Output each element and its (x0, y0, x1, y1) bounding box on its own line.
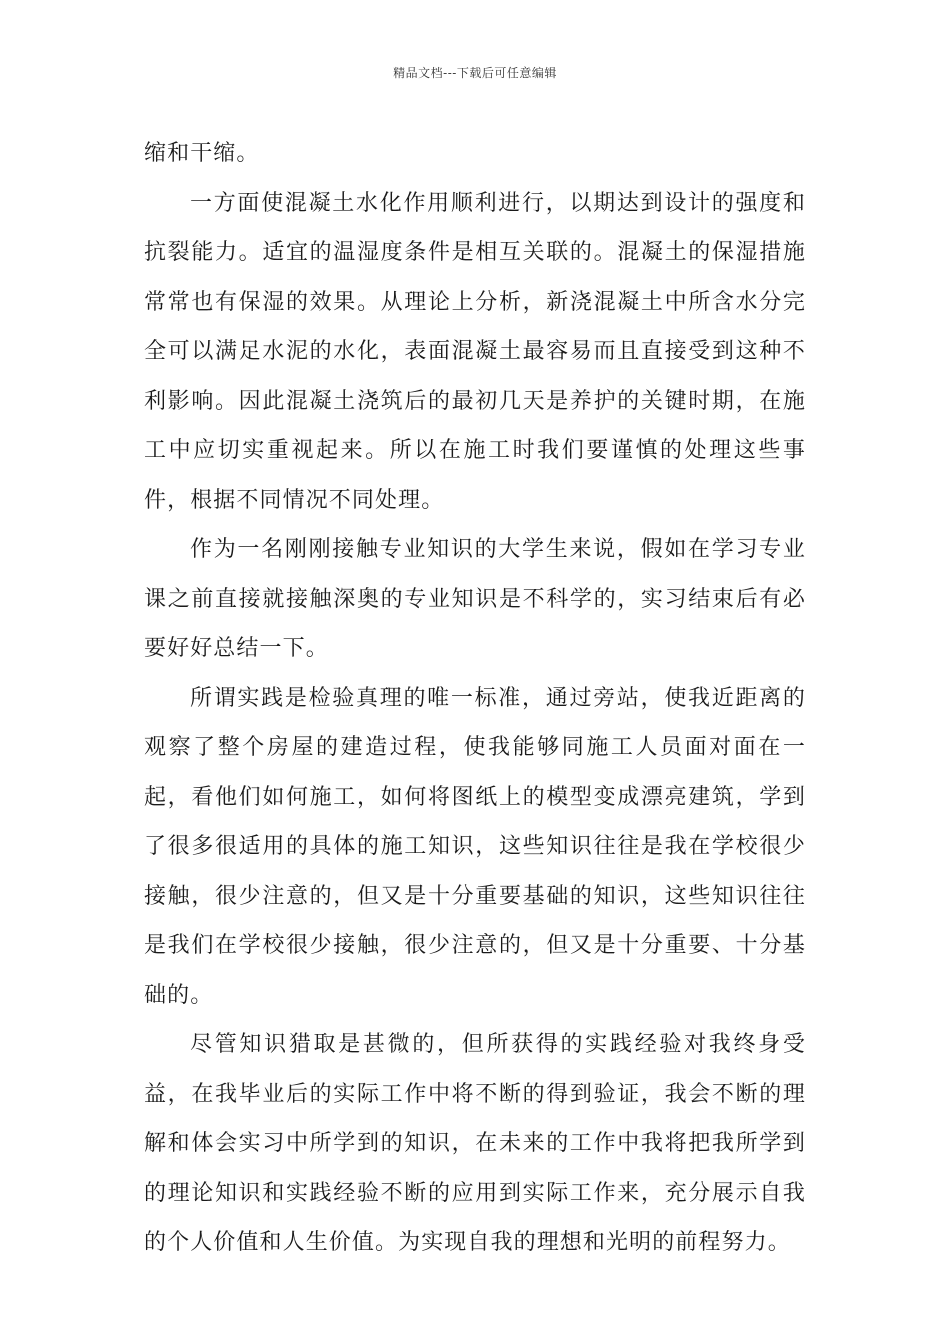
paragraph: 作为一名刚刚接触专业知识的大学生来说，假如在学习专业课之前直接就接触深奥的专业知识是不科学的，实习结束后有必要好好总结一下。 (144, 537, 806, 661)
paragraph: 所谓实践是检验真理的唯一标准，通过旁站，使我近距离的观察了整个房屋的建造过程，使我能够同施工人员面对面在一起，看他们如何施工，如何将图纸上的模型变成漂亮建筑，学到了很多很适用的具体的施工知识，这些知识往往是我在学校很少接触，很少注意的，但又是十分重要基础的知识，这些知识往往是我们在学校很少接触，很少注意的，但又是十分重要、十分基础的。 (144, 685, 806, 1008)
page-header: 精品文档---下载后可任意编辑 (393, 66, 557, 80)
paragraph-continuation: 缩和干缩。 (144, 141, 260, 166)
paragraph: 尽管知识猎取是甚微的，但所获得的实践经验对我终身受益，在我毕业后的实际工作中将不断的得到验证，我会不断的理解和体会实习中所学到的知识，在未来的工作中我将把我所学到的理论知识和实践经验不断的应用到实际工作来，充分展示自我的个人价值和人生价值。为实现自我的理想和光明的前程努力。 (144, 1032, 806, 1255)
document-body (144, 129, 806, 1268)
paragraph: 一方面使混凝土水化作用顺利进行，以期达到设计的强度和抗裂能力。适宜的温湿度条件是相互关联的。混凝土的保湿措施常常也有保湿的效果。从理论上分析，新浇混凝土中所含水分完全可以满足水泥的水化，表面混凝土最容易而且直接受到这种不利影响。因此混凝土浇筑后的最初几天是养护的关键时期，在施工中应切实重视起来。所以在施工时我们要谨慎的处理这些事件，根据不同情况不同处理。 (144, 190, 806, 513)
